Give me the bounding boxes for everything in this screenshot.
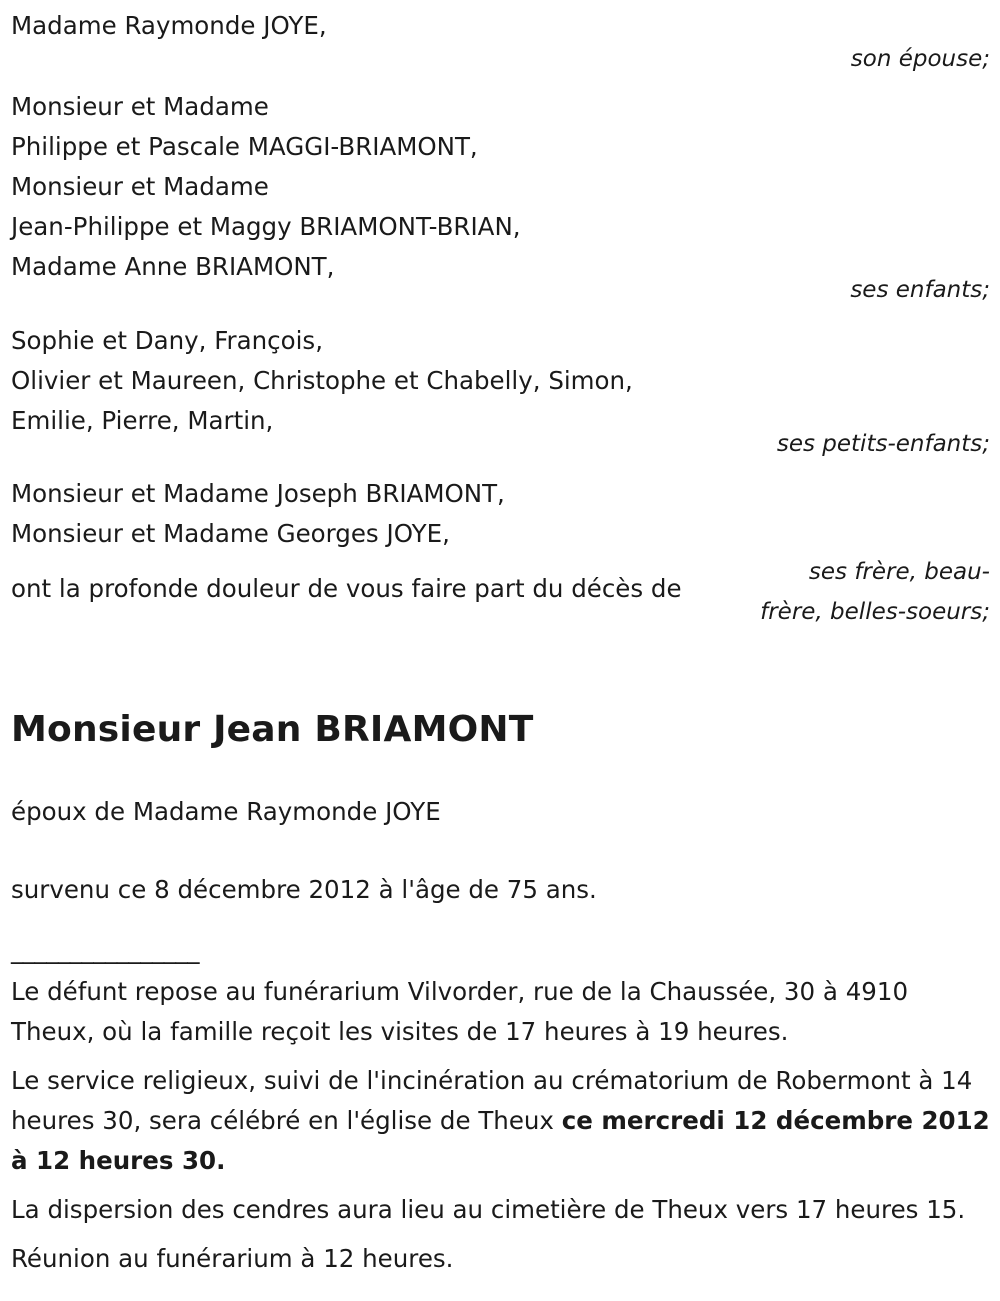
grandchildren-line: Emilie, Pierre, Martin,: [11, 406, 274, 435]
grandchildren-line: Olivier et Maureen, Christophe et Chabelly, Simon,: [11, 366, 633, 395]
children-block: [11, 87, 990, 310]
date-of-death: survenu ce 8 décembre 2012 à l'âge de 75 ans.: [11, 875, 597, 904]
service-text: Le service religieux, suivi de l'incinération au crématorium de Robermont à 14 heures 30, sera célébré en l'église de Theux: [11, 1066, 973, 1135]
service-date-bold: ce mercredi 12 décembre 2012 à 12 heures 30.: [11, 1106, 990, 1175]
grandchildren-block: [11, 321, 990, 464]
siblings-line: Monsieur et Madame Joseph BRIAMONT,: [11, 479, 505, 508]
announcement-text: ont la profonde douleur de vous faire part du décès de: [11, 574, 682, 603]
grandchildren-role: ses petits-enfants;: [776, 431, 990, 457]
siblings-line: Monsieur et Madame Georges JOYE,: [11, 519, 450, 548]
separator-line: ________________: [11, 935, 199, 964]
children-line: Monsieur et Madame: [11, 172, 269, 201]
dispersion-paragraph: La dispersion des cendres aura lieu au cimetière de Theux vers 17 heures 15.: [11, 1195, 966, 1224]
children-role: ses enfants;: [850, 277, 990, 303]
children-line: Madame Anne BRIAMONT,: [11, 252, 335, 281]
service-paragraph: [11, 1061, 996, 1181]
children-line: Philippe et Pascale MAGGI-BRIAMONT,: [11, 132, 478, 161]
deceased-name: Monsieur Jean BRIAMONT: [11, 709, 534, 750]
spouse-of: époux de Madame Raymonde JOYE: [11, 797, 441, 826]
repose-paragraph: Le défunt repose au funérarium Vilvorder, rue de la Chaussée, 30 à 4910 Theux, où la famille reçoit les visites de 17 heures à 19 heures.: [11, 977, 909, 1046]
siblings-role: ses frère, beau-frère, belles-soeurs;: [760, 559, 990, 625]
reunion-paragraph: Réunion au funérarium à 12 heures.: [11, 1244, 454, 1273]
spouse-role: son épouse;: [850, 46, 990, 72]
siblings-block: [11, 474, 990, 554]
announcement-row: [11, 554, 990, 672]
spouse-block: [11, 0, 990, 79]
children-line: Monsieur et Madame: [11, 92, 269, 121]
children-line: Jean-Philippe et Maggy BRIAMONT-BRIAN,: [11, 212, 521, 241]
grandchildren-line: Sophie et Dany, François,: [11, 326, 323, 355]
spouse-line: Madame Raymonde JOYE,: [11, 11, 327, 40]
